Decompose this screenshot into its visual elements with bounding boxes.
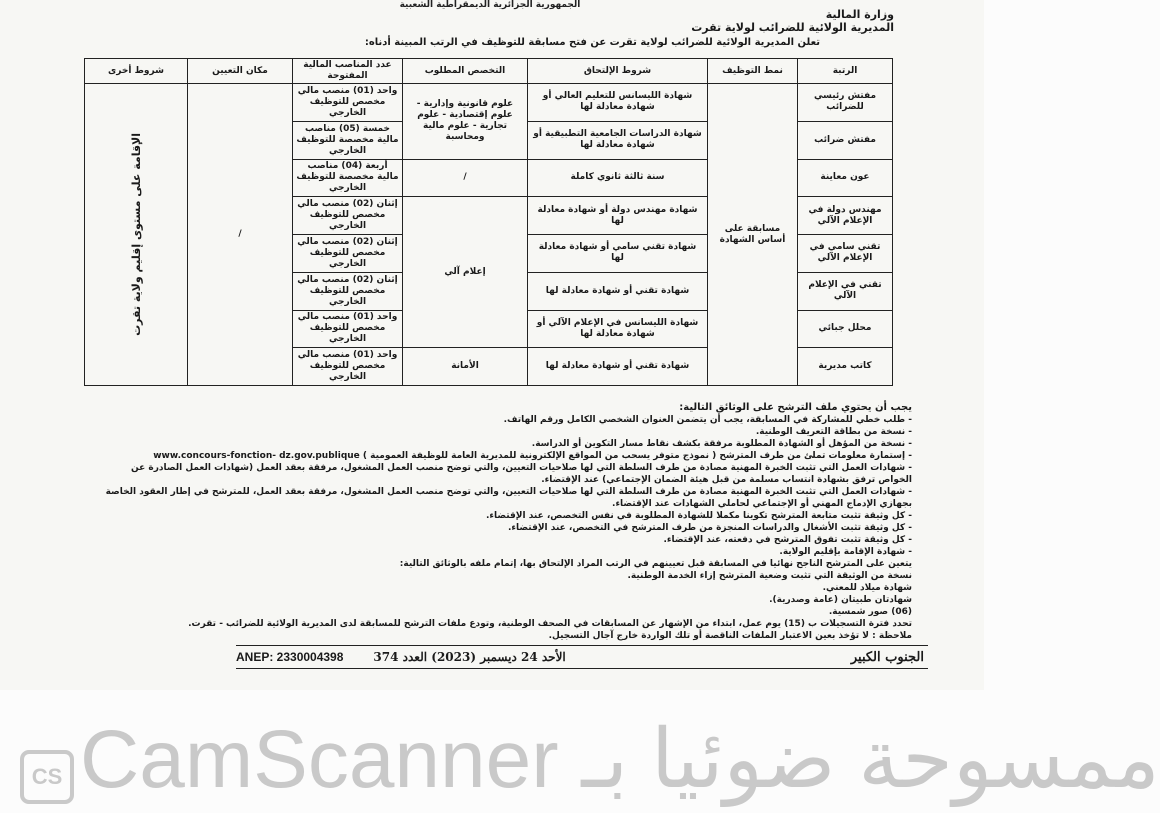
condition-cell: سنة ثالثة ثانوي كاملة bbox=[528, 159, 708, 197]
scanner-watermark bbox=[10, 710, 1160, 810]
condition-cell: شهادة الليسانس للتعليم العالي أو شهادة معادلة لها bbox=[528, 84, 708, 122]
specialty-cell: إعلام آلي bbox=[403, 197, 528, 348]
newspaper-name: الجنوب الكبير bbox=[850, 649, 924, 665]
camscanner-logo-icon: CS bbox=[20, 750, 74, 804]
posts-cell: واحد (01) منصب مالي مخصص للتوظيف الخارجي bbox=[293, 84, 403, 122]
posts-cell: إثنان (02) منصب مالي مخصص للتوظيف الخارجي bbox=[293, 272, 403, 310]
grade-cell: مفتش ضرائب bbox=[798, 121, 893, 159]
posts-cell: واحد (01) منصب مالي مخصص للتوظيف الخارجي bbox=[293, 310, 403, 348]
condition-cell: شهادة تقني سامي أو شهادة معادلة لها bbox=[528, 235, 708, 273]
header-other: شروط أخرى bbox=[85, 59, 188, 84]
anep-number: ANEP: 2330004398 bbox=[236, 650, 344, 664]
other-conditions-text: الإقامة على مستوى إقليم ولاية تقرت bbox=[129, 133, 143, 336]
list-item: - نسخة من بطاقة التعريف الوطنية. bbox=[100, 426, 912, 438]
mode-cell: مسابقة على أساس الشهادة bbox=[708, 84, 798, 386]
documents-list bbox=[100, 414, 912, 558]
republic-header: الجمهورية الجزائرية الديمقراطية الشعبية bbox=[399, 0, 581, 10]
table-row bbox=[85, 84, 893, 122]
posts-cell: خمسة (05) مناصب مالية مخصصة للتوظيف الخارجي bbox=[293, 121, 403, 159]
list-item: - شهادات العمل التي تثبت الخبرة المهنية مصادة من طرف السلطة التي لها صلاحيات التعيين، والتي توضح منصب العمل المشغول، مرفقة بعقد العمل، للمترشح في إطار العقود الخاصة بجهازي الإدماج المهني أو الإجتماعي لحاملي الشهادات عند الإقتضاء. bbox=[100, 486, 912, 510]
list-item: - كل وثيقة تثبت الأشغال والدراسات المنجزة من طرف المترشح في التخصص، عند الإقتضاء. bbox=[100, 522, 912, 534]
watermark-text: CamScanner ممسوحة ضوئيا بـ bbox=[80, 714, 1160, 805]
directorate-name: المديرية الولائية للضرائب لولاية تقرت bbox=[691, 21, 894, 34]
place-cell: / bbox=[188, 84, 293, 386]
documents-section bbox=[100, 402, 912, 642]
ministry-name: وزارة المالية bbox=[825, 8, 894, 21]
list-item: شهادة ميلاد للمعني. bbox=[822, 583, 912, 593]
condition-cell: شهادة الدراسات الجامعية التطبيقية أو شهادة معادلة لها bbox=[528, 121, 708, 159]
list-item: نسخة من الوثيقة التي تثبت وضعية المترشح إزاء الخدمة الوطنية. bbox=[627, 571, 912, 581]
final-documents-title: يتعين على المترشح الناجح نهائيا في المسابقة قبل تعيينهم في الرتب المراد الإلتحاق بها، إتمام ملفه بالوثائق التالية: bbox=[399, 559, 912, 569]
specialty-cell: علوم قانونية وإدارية - علوم إقتصادية - علوم تجارية - علوم مالية ومحاسبة bbox=[403, 84, 528, 160]
documents-title: يجب أن يحتوي ملف الترشح على الوثائق التالية: bbox=[679, 402, 912, 413]
posts-cell: إثنان (02) منصب مالي مخصص للتوظيف الخارجي bbox=[293, 235, 403, 273]
grade-cell: تقني سامي في الإعلام الآلي bbox=[798, 235, 893, 273]
header-posts: عدد المناصب المالية المفتوحة bbox=[293, 59, 403, 84]
grade-cell: كاتب مديرية bbox=[798, 348, 893, 386]
issue-date: الأحد 24 ديسمبر (2023) العدد 374 bbox=[373, 650, 566, 664]
specialty-cell: / bbox=[403, 159, 528, 197]
list-item: - شهادة الإقامة بإقليم الولاية. bbox=[100, 546, 912, 558]
grade-cell: مهندس دولة في الإعلام الآلي bbox=[798, 197, 893, 235]
list-item: - طلب خطي للمشاركة في المسابقة، يجب أن يتضمن العنوان الشخصي الكامل ورقم الهاتف. bbox=[100, 414, 912, 426]
list-item: - شهادات العمل التي تثبت الخبرة المهنية مصادة من طرف السلطة التي لها صلاحيات التعيين، والتي توضح منصب العمل المشغول، مرفقة بعقد العمل (شهادات العمل الصادرة عن الخواص ترفق بشهادة انتساب مسلمة من قبل هيئة الضمان الإجتماعي) عند الإقتضاء. bbox=[100, 462, 912, 486]
header-place: مكان التعيين bbox=[188, 59, 293, 84]
list-item: - إستمارة معلومات تملئ من طرف المترشح ( نموذج متوفر يسحب من المواقع الإلكترونية للمديرية العامة للوظيفة العمومية ) www.concours-fonction- dz.gov.publique bbox=[100, 450, 912, 462]
header-specialty: التخصص المطلوب bbox=[403, 59, 528, 84]
ministry-header bbox=[594, 8, 894, 34]
header-grade: الرتبة bbox=[798, 59, 893, 84]
newspaper-footer bbox=[236, 645, 928, 669]
condition-cell: شهادة تقني أو شهادة معادلة لها bbox=[528, 348, 708, 386]
table-header-row bbox=[85, 59, 893, 84]
grade-cell: محلل جبائي bbox=[798, 310, 893, 348]
posts-cell: أربعة (04) مناصب مالية مخصصة للتوظيف الخارجي bbox=[293, 159, 403, 197]
other-conditions-cell bbox=[85, 84, 188, 386]
posts-cell: إثنان (02) منصب مالي مخصص للتوظيف الخارجي bbox=[293, 197, 403, 235]
positions-table bbox=[84, 58, 893, 386]
posts-cell: واحد (01) منصب مالي مخصص للتوظيف الخارجي bbox=[293, 348, 403, 386]
registration-deadline: تحدد فترة التسجيلات ب (15) يوم عمل، ابتداء من الإشهار عن المسابقات في الصحف الوطنية، وتودع ملفات الترشح للمسابقة لدى المديرية الولائية للضرائب - تقرت. bbox=[188, 619, 912, 629]
grade-cell: عون معاينة bbox=[798, 159, 893, 197]
list-item: شهادتان طبيتان (عامة وصدرية). bbox=[769, 595, 912, 605]
specialty-cell: الأمانة bbox=[403, 348, 528, 386]
note: ملاحظة : لا تؤخذ بعين الاعتبار الملفات الناقصة أو تلك الواردة خارج آجال التسجيل. bbox=[548, 631, 912, 641]
list-item: (06) صور شمسية. bbox=[828, 607, 912, 617]
header-conditions: شروط الإلتحاق bbox=[528, 59, 708, 84]
announcement-intro: تعلن المديرية الولائية للضرائب لولاية تقرت عن فتح مسابقة للتوظيف في الرتب المبينة أدناه: bbox=[364, 37, 820, 48]
list-item: - كل وثيقة تثبت تفوق المترشح في دفعته، عند الإقتضاء. bbox=[100, 534, 912, 546]
list-item: - نسخة من المؤهل أو الشهادة المطلوبة مرفقة بكشف نقاط مسار التكوين أو الدراسة. bbox=[100, 438, 912, 450]
grade-cell: تقني في الإعلام الآلي bbox=[798, 272, 893, 310]
header-mode: نمط التوظيف bbox=[708, 59, 798, 84]
condition-cell: شهادة تقني أو شهادة معادلة لها bbox=[528, 272, 708, 310]
condition-cell: شهادة الليسانس في الإعلام الآلي أو شهادة معادلة لها bbox=[528, 310, 708, 348]
condition-cell: شهادة مهندس دولة أو شهادة معادلة لها bbox=[528, 197, 708, 235]
list-item: - كل وثيقة تثبت متابعة المترشح تكوينا مكملا للشهادة المطلوبة في نفس التخصص، عند الإقتضاء. bbox=[100, 510, 912, 522]
grade-cell: مفتش رئيسي للضرائب bbox=[798, 84, 893, 122]
